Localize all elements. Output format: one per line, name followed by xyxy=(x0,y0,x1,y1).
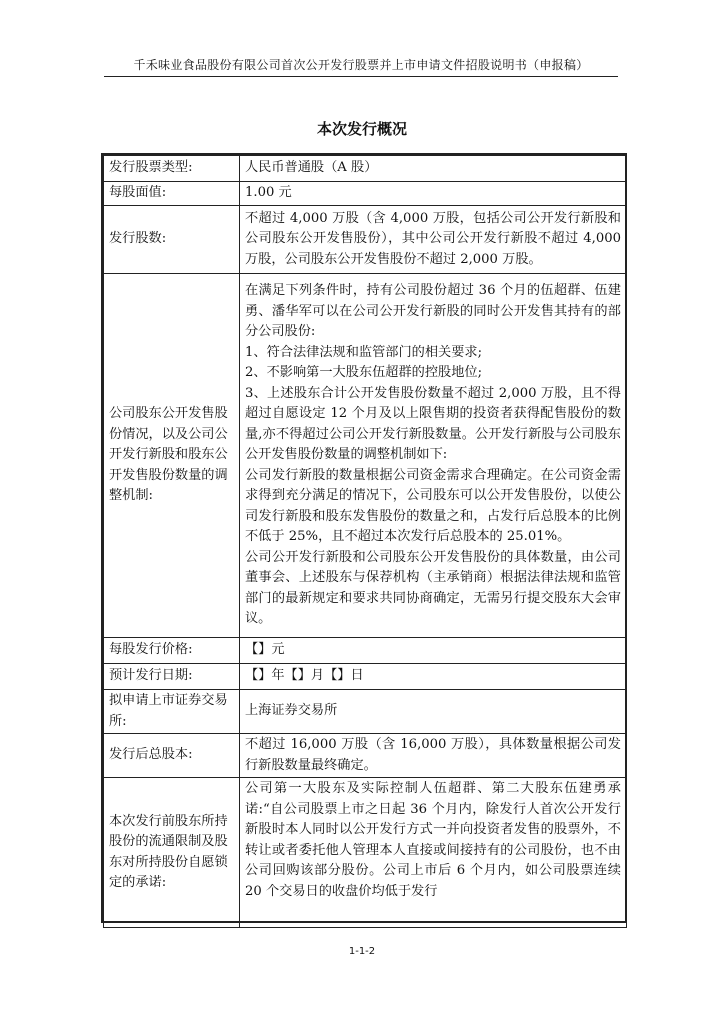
value-paragraph: 【】元 xyxy=(245,642,285,658)
table-row xyxy=(104,156,627,182)
row-label: 发行股票类型: xyxy=(104,156,240,182)
running-header: 千禾味业食品股份有限公司首次公开发行股票并上市申请文件招股说明书（申报稿） xyxy=(133,58,589,72)
table-row xyxy=(104,778,627,928)
value-paragraph: 人民币普通股（A 股） xyxy=(245,160,378,176)
row-value xyxy=(240,638,627,664)
row-value xyxy=(240,182,627,206)
row-label: 拟申请上市证券交易所: xyxy=(104,690,240,734)
value-paragraph: 2、不影响第一大股东伍超群的控股地位; xyxy=(245,365,483,381)
value-paragraph: 公司公开发行新股和公司股东公开发售股份的具体数量，由公司董事会、上述股东与保荐机构（主承销商）根据法律法规和监管部门的最新规定和要求共同协商确定，无需另行提交股东大会审议。 xyxy=(245,549,621,627)
value-paragraph: 公司第一大股东及实际控制人伍超群、第二大股东伍建勇承诺:“自公司股票上市之日起 36 个月内，除发行人首次公开发行新股时本人同时以公开发行方式一并向投资者发售的股票外，不转让或者委托他人管理本人直接或间接持有的公司股份，也不由公司回购该部分股份。公司上市后 6 个月内，如公司股票连续 20 个交易日的收盘价均低于发行 xyxy=(245,781,621,899)
value-paragraph: 1、符合法律法规和监管部门的相关要求; xyxy=(245,344,483,360)
table-row xyxy=(104,274,627,638)
table-row xyxy=(104,664,627,690)
row-label: 每股面值: xyxy=(104,182,240,206)
value-paragraph: 不超过 16,000 万股（含 16,000 万股），具体数量根据公司发行新股数量最终确定。 xyxy=(245,737,621,773)
table-row xyxy=(104,182,627,206)
offering-overview-table xyxy=(103,155,627,928)
header-rule xyxy=(104,76,618,77)
table-row xyxy=(104,734,627,778)
value-paragraph: 3、上述股东合计公开发售股份数量不超过 2,000 万股，且不得超过自愿设定 12 个月及以上限售期的投资者获得配售股份的数量,亦不得超过公司公开发行新股数量。公开发行新股与公司股东公开发售股份数量的调整机制如下: xyxy=(245,385,621,463)
table-row xyxy=(104,690,627,734)
value-paragraph: 公司发行新股的数量根据公司资金需求合理确定。在公司资金需求得到充分满足的情况下，公司股东可以公开发售股份，以使公司发行新股和股东发售股份的数量之和，占发行后总股本的比例不低于 25%，且不超过本次发行后总股本的 25.01%。 xyxy=(245,467,621,545)
row-label: 每股发行价格: xyxy=(104,638,240,664)
value-paragraph: 【】年【】月【】日 xyxy=(245,668,364,684)
value-paragraph: 在满足下列条件时，持有公司股份超过 36 个月的伍超群、伍建勇、潘华军可以在公司公开发行新股的同时公开发售其持有的部分公司股份: xyxy=(245,283,621,340)
row-value xyxy=(240,778,627,928)
row-label: 发行股数: xyxy=(104,206,240,274)
row-value xyxy=(240,274,627,638)
table-row xyxy=(104,206,627,274)
value-paragraph: 上海证券交易所 xyxy=(245,703,338,719)
row-value xyxy=(240,664,627,690)
table-row xyxy=(104,638,627,664)
row-label: 本次发行前股东所持股份的流通限制及股东对所持股份自愿锁定的承诺: xyxy=(104,778,240,928)
row-value xyxy=(240,206,627,274)
row-value xyxy=(240,734,627,778)
value-paragraph: 不超过 4,000 万股（含 4,000 万股，包括公司公开发行新股和公司股东公开发售股份），其中公司公开发行新股不超过 4,000 万股，公司股东公开发售股份不超过 2,000 万股。 xyxy=(245,210,621,267)
page-title: 本次发行概况 xyxy=(316,120,407,138)
value-paragraph: 1.00 元 xyxy=(245,185,292,201)
page-number: 1-1-2 xyxy=(348,946,376,957)
row-label: 公司股东公开发售股份情况，以及公司公开发行新股和股东公开发售股份数量的调整机制: xyxy=(104,274,240,638)
row-value xyxy=(240,156,627,182)
row-label: 预计发行日期: xyxy=(104,664,240,690)
row-value xyxy=(240,690,627,734)
row-label: 发行后总股本: xyxy=(104,734,240,778)
